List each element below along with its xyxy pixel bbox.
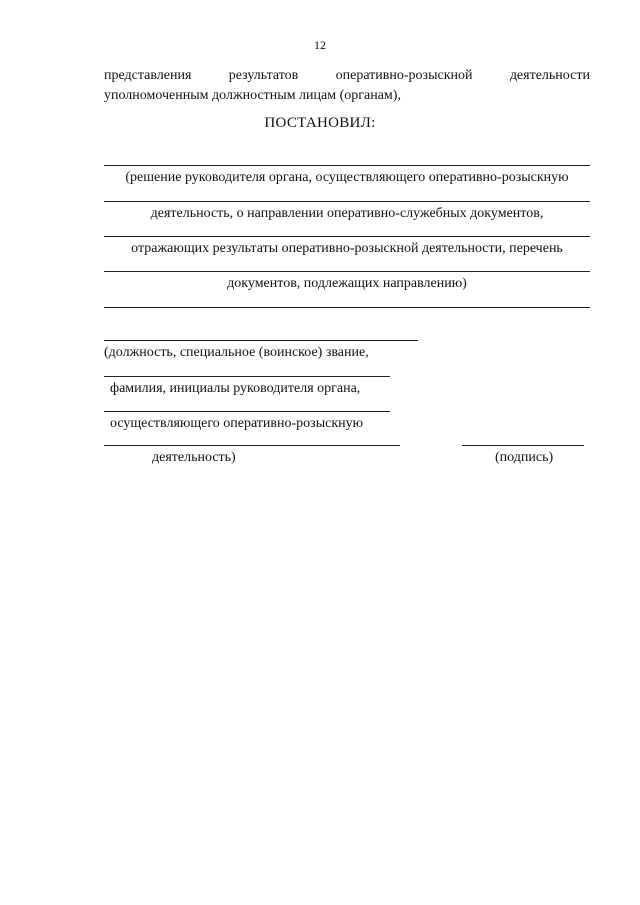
fill-line: [104, 445, 400, 446]
intro-line-2: уполномоченным должностным лицам (органам),: [104, 88, 401, 103]
signatory-caption-1: (должность, специальное (воинское) звание,: [104, 345, 369, 360]
signatory-caption-2: фамилия, инициалы руководителя органа,: [110, 381, 361, 396]
decision-caption-1: (решение руководителя органа, осуществляющего оперативно-розыскную: [125, 170, 569, 185]
intro-word: деятельности: [509, 68, 590, 83]
fill-line: [104, 376, 390, 377]
fill-line: [104, 236, 590, 237]
page-number: 12: [314, 38, 326, 52]
signatory-caption-3: осуществляющего оперативно-розыскную: [110, 416, 364, 431]
fill-line: [104, 165, 590, 166]
fill-line: [104, 307, 590, 308]
signature-label: (подпись): [495, 450, 554, 465]
decree-heading: ПОСТАНОВИЛ:: [264, 115, 376, 131]
decision-caption-4: документов, подлежащих направлению): [227, 276, 467, 291]
intro-word: результатов: [228, 68, 299, 83]
signature-line: [462, 445, 584, 446]
fill-line: [104, 201, 590, 202]
fill-line: [104, 340, 418, 341]
fill-line: [104, 411, 390, 412]
signatory-caption-4: деятельность): [152, 450, 236, 465]
fill-line: [104, 271, 590, 272]
decision-caption-2: деятельность, о направлении оперативно-служебных документов,: [150, 206, 544, 221]
intro-word: оперативно-розыскной: [335, 68, 473, 83]
intro-word: представления: [104, 68, 192, 83]
intro-line-1: [104, 66, 590, 86]
decision-caption-3: отражающих результаты оперативно-розыскной деятельности, перечень: [131, 241, 563, 256]
